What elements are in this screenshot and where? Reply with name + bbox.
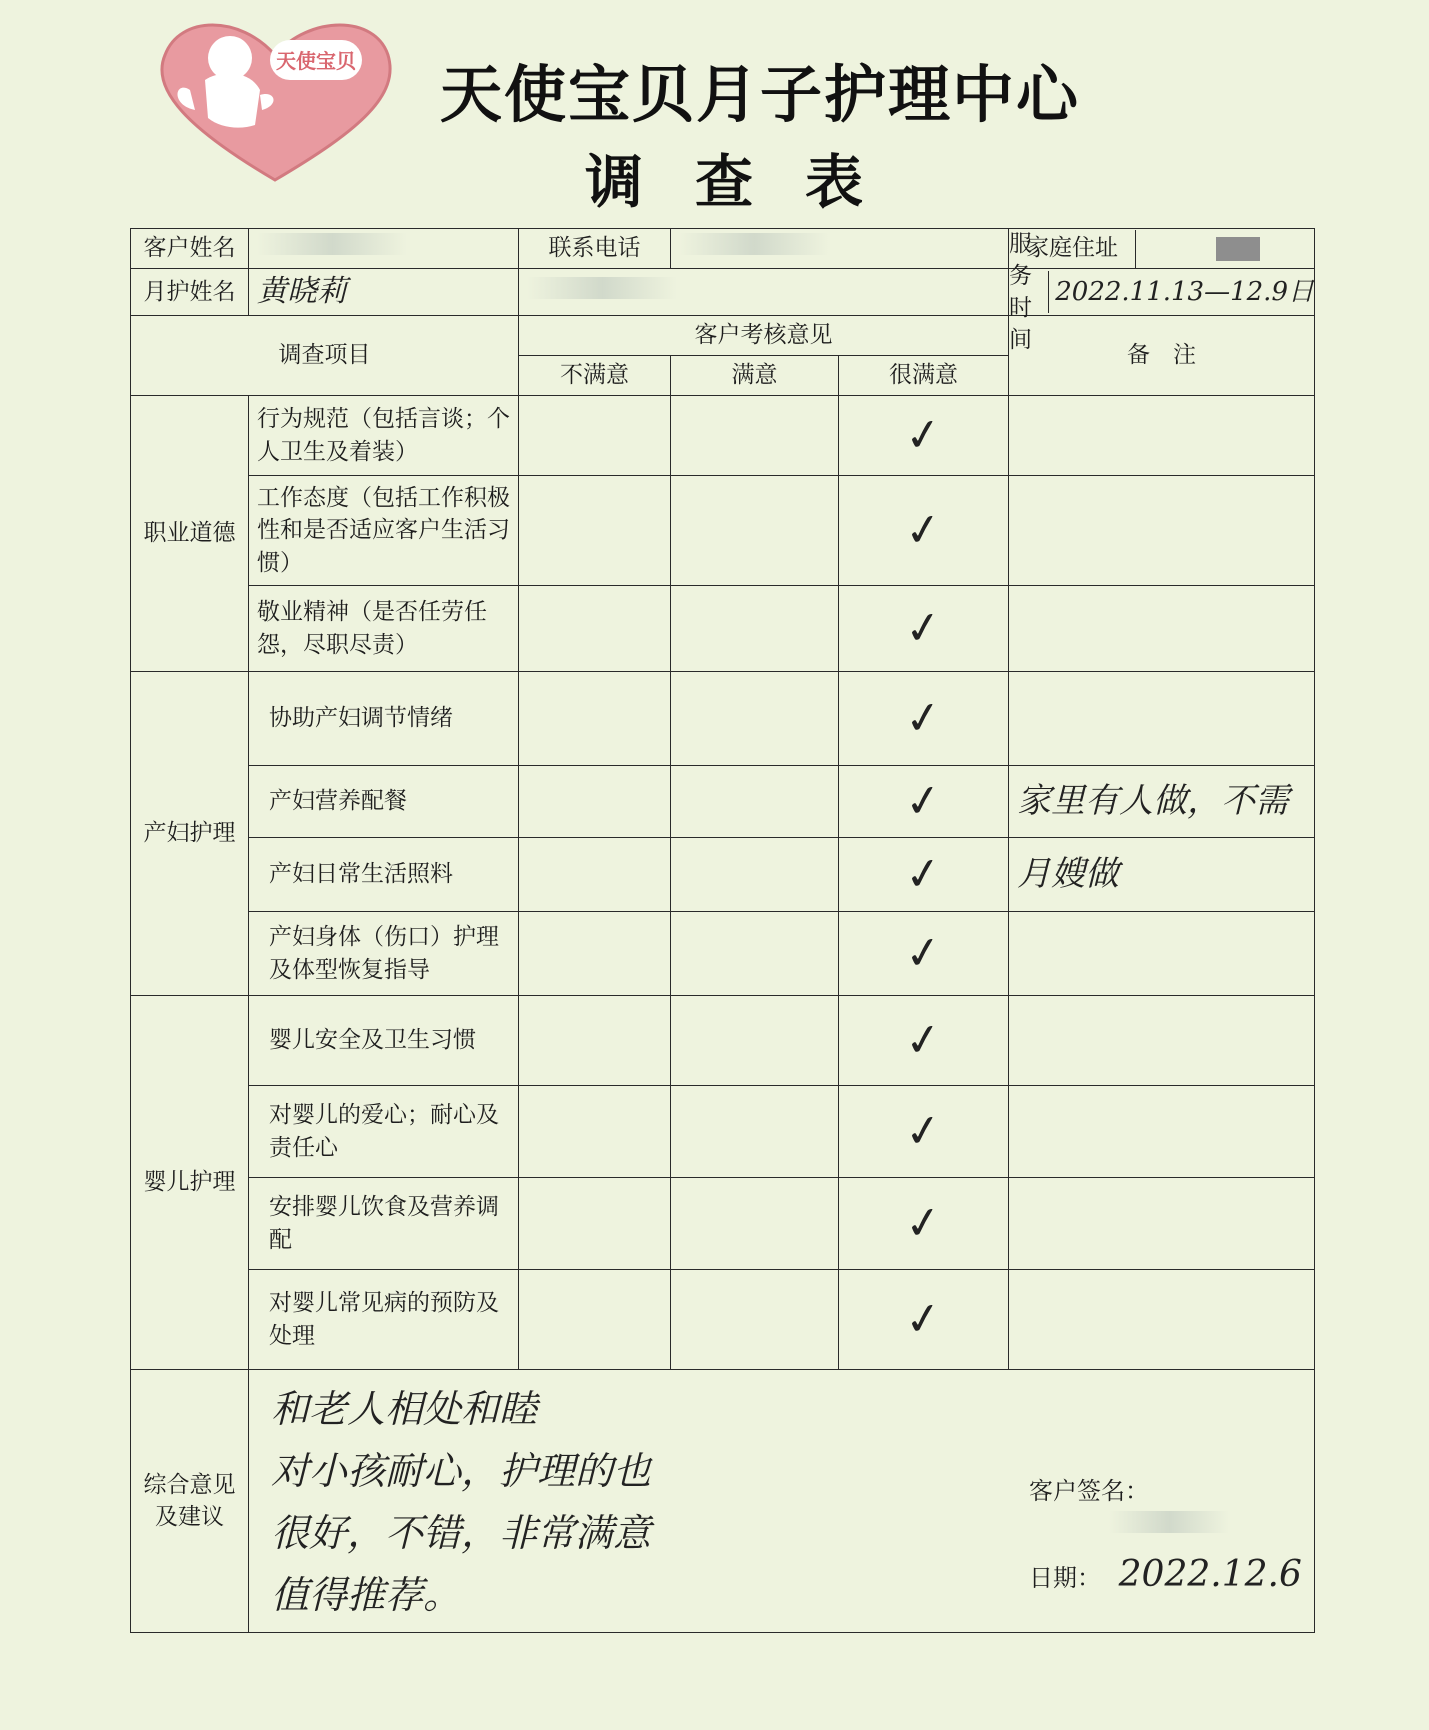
remark-cell [1009, 476, 1315, 586]
cell-very-satisfied [839, 1086, 1009, 1178]
cell-unsatisfied [519, 672, 671, 766]
table-row [131, 766, 1315, 838]
cell-unsatisfied [519, 838, 671, 912]
remark-cell [1009, 1178, 1315, 1270]
cell-very-satisfied [839, 1270, 1009, 1370]
cell-unsatisfied [519, 1178, 671, 1270]
check-mark-icon: ✓ [901, 1103, 946, 1160]
table-row [131, 1086, 1315, 1178]
item-text: 敬业精神（是否任劳任怨，尽职尽责） [249, 586, 519, 672]
cell-very-satisfied [839, 396, 1009, 476]
item-text: 安排婴儿饮食及营养调配 [249, 1178, 519, 1270]
cell-satisfied [671, 912, 839, 996]
cell-unsatisfied [519, 476, 671, 586]
date-handwriting: 2022.12.6 [1118, 1554, 1302, 1595]
cell-unsatisfied [519, 766, 671, 838]
customer-name-label: 客户姓名 [131, 229, 249, 269]
group-label-baby-care: 婴儿护理 [131, 996, 249, 1370]
date-label: 日期： [1029, 1564, 1101, 1592]
group-label-mother-care: 产妇护理 [131, 672, 249, 996]
cell-very-satisfied [839, 586, 1009, 672]
summary-label: 综合意见及建议 [131, 1370, 249, 1633]
table-row [131, 1178, 1315, 1270]
survey-table [130, 228, 1315, 1633]
check-mark-icon: ✓ [901, 407, 946, 464]
col-satisfied: 满意 [671, 356, 839, 396]
redacted-area [527, 277, 677, 299]
address-value [1136, 230, 1314, 268]
document-subtitle: 调查表 [585, 148, 916, 216]
remark-cell [1009, 766, 1315, 838]
service-time-handwriting: 2022.11.13—12.9日 [1055, 276, 1314, 307]
opinion-header: 客户考核意见 [519, 316, 1009, 356]
remark-cell [1009, 838, 1315, 912]
check-mark-icon: ✓ [901, 1195, 946, 1252]
cell-unsatisfied [519, 1270, 671, 1370]
remark-handwriting: 家里有人做，不需 [1017, 780, 1289, 821]
cell-satisfied [671, 1086, 839, 1178]
customer-name-value [249, 229, 519, 269]
col-very-satisfied: 很满意 [839, 356, 1009, 396]
check-mark-icon: ✓ [901, 773, 946, 830]
remark-cell [1009, 396, 1315, 476]
redacted-area [257, 233, 407, 255]
nurse-name-label: 月护姓名 [131, 269, 249, 316]
table-header-row-1 [131, 316, 1315, 356]
cell-satisfied [671, 1178, 839, 1270]
cell-unsatisfied [519, 912, 671, 996]
sign-date [1029, 1550, 1302, 1600]
address-cell [1009, 229, 1315, 269]
table-row [131, 476, 1315, 586]
nurse-name-handwriting: 黄晓莉 [257, 274, 347, 309]
nurse-name-value [249, 269, 519, 316]
cell-very-satisfied [839, 912, 1009, 996]
cell-satisfied [671, 766, 839, 838]
check-mark-icon: ✓ [901, 690, 946, 747]
cell-satisfied [671, 396, 839, 476]
check-mark-icon: ✓ [901, 1012, 946, 1069]
remark-cell [1009, 1086, 1315, 1178]
company-logo [150, 10, 400, 190]
cell-very-satisfied [839, 672, 1009, 766]
item-text: 产妇身体（伤口）护理及体型恢复指导 [249, 912, 519, 996]
cell-very-satisfied [839, 476, 1009, 586]
cell-unsatisfied [519, 1086, 671, 1178]
item-text: 行为规范（包括言谈；个人卫生及着装） [249, 396, 519, 476]
cell-very-satisfied [839, 838, 1009, 912]
summary-line: 对小孩耐心，护理的也 [271, 1449, 652, 1493]
summary-row [131, 1370, 1315, 1633]
customer-signature [1029, 1475, 1314, 1542]
cell-unsatisfied [519, 586, 671, 672]
signature-label: 客户签名： [1029, 1477, 1149, 1505]
cell-very-satisfied [839, 766, 1009, 838]
survey-item-header: 调查项目 [131, 316, 519, 396]
col-unsatisfied: 不满意 [519, 356, 671, 396]
table-row [131, 586, 1315, 672]
table-row [131, 396, 1315, 476]
summary-content [249, 1370, 1315, 1633]
redacted-area [679, 233, 829, 255]
item-text: 婴儿安全及卫生习惯 [249, 996, 519, 1086]
summary-line: 和老人相处和睦 [271, 1387, 538, 1431]
redacted-area [1216, 237, 1260, 261]
item-text: 产妇日常生活照料 [249, 838, 519, 912]
group-label-ethics: 职业道德 [131, 396, 249, 672]
summary-line: 值得推荐。 [271, 1573, 462, 1617]
cell-satisfied [671, 476, 839, 586]
check-mark-icon: ✓ [901, 846, 946, 903]
cell-satisfied [671, 1270, 839, 1370]
cell-very-satisfied [839, 1178, 1009, 1270]
remark-cell [1009, 586, 1315, 672]
remark-handwriting: 月嫂做 [1017, 853, 1119, 894]
cell-very-satisfied [839, 996, 1009, 1086]
cell-unsatisfied [519, 396, 671, 476]
remark-cell [1009, 996, 1315, 1086]
item-text: 协助产妇调节情绪 [249, 672, 519, 766]
cell-satisfied [671, 672, 839, 766]
nurse-phone-value [519, 269, 1009, 316]
remark-cell [1009, 912, 1315, 996]
table-row [131, 996, 1315, 1086]
table-row [131, 672, 1315, 766]
service-time-value [1049, 271, 1314, 313]
remark-cell [1009, 672, 1315, 766]
item-text: 对婴儿常见病的预防及处理 [249, 1270, 519, 1370]
info-row-customer [131, 229, 1315, 269]
table-row [131, 912, 1315, 996]
cell-satisfied [671, 838, 839, 912]
table-row [131, 838, 1315, 912]
remark-header: 备 注 [1009, 316, 1315, 396]
info-row-nurse [131, 269, 1315, 316]
logo-text: 天使宝贝 [276, 49, 356, 73]
phone-value [671, 229, 1009, 269]
summary-comments [271, 1378, 651, 1626]
service-time-label: 服务时间 [1009, 271, 1049, 313]
check-mark-icon: ✓ [901, 502, 946, 559]
phone-label: 联系电话 [519, 229, 671, 269]
item-text: 工作态度（包括工作积极性和是否适应客户生活习惯） [249, 476, 519, 586]
item-text: 对婴儿的爱心；耐心及责任心 [249, 1086, 519, 1178]
item-text: 产妇营养配餐 [249, 766, 519, 838]
cell-unsatisfied [519, 996, 671, 1086]
check-mark-icon: ✓ [901, 925, 946, 982]
check-mark-icon: ✓ [901, 600, 946, 657]
check-mark-icon: ✓ [901, 1291, 946, 1348]
remark-cell [1009, 1270, 1315, 1370]
summary-line: 很好，不错，非常满意 [271, 1511, 652, 1555]
redacted-area [1109, 1511, 1229, 1533]
document-title: 天使宝贝月子护理中心 [440, 58, 1081, 131]
cell-satisfied [671, 586, 839, 672]
address-label: 家庭住址 [1009, 230, 1136, 268]
cell-satisfied [671, 996, 839, 1086]
table-row [131, 1270, 1315, 1370]
